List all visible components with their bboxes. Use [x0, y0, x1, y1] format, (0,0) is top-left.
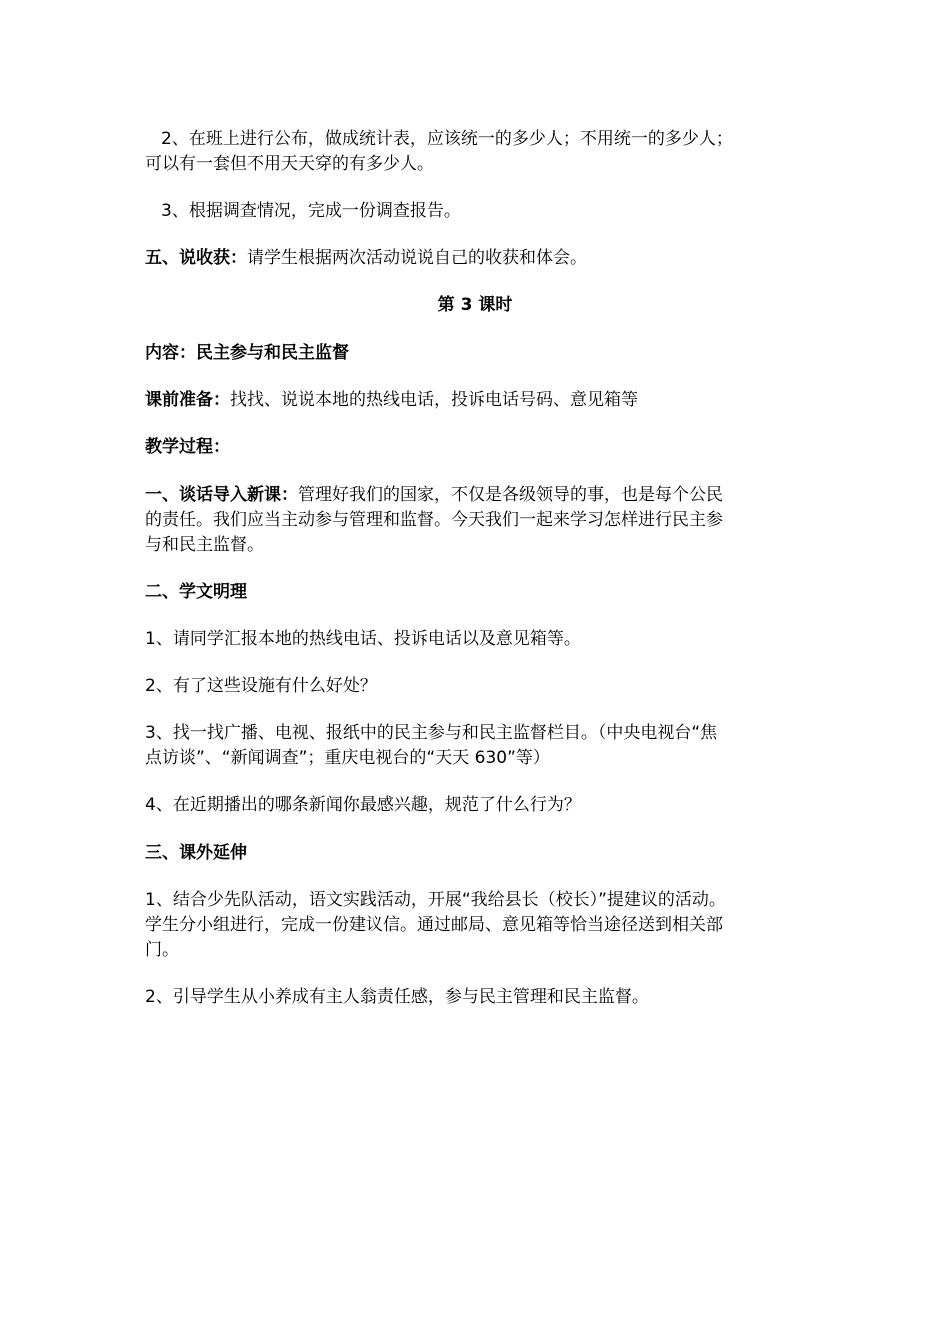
paragraph-harvest	[145, 246, 810, 271]
paragraph-preparation	[145, 388, 810, 413]
list-item	[145, 793, 810, 818]
introduction-line1: 管理好我们的国家，不仅是各级领导的事，也是每个公民	[298, 485, 723, 505]
preparation-text: 找找、说说本地的热线电话，投诉电话号码、意见箱等	[230, 390, 638, 410]
paragraph-survey-publish	[145, 127, 811, 152]
preparation-label: 课前准备：	[145, 390, 230, 410]
learn-item-3-line1: 3、找一找广播、电视、报纸中的民主参与和民主监督栏目。（中央电视台“焦	[145, 723, 718, 743]
extension-item-1-line3: 门。	[145, 940, 179, 960]
list-item	[145, 674, 810, 699]
survey-publish-line2: 可以有一套但不用天天穿的有多少人。	[145, 154, 434, 174]
extension-item-1-line2: 学生分小组进行，完成一份建议信。通过邮局、意见箱等恰当途径送到相关部	[145, 915, 723, 935]
extension-item-1-line1: 1、结合少先队活动，语文实践活动，开展“我给县长（校长）”提建议的活动。	[145, 890, 726, 910]
harvest-label: 五、说收获：	[145, 248, 247, 268]
lesson-title: 第 3 课时	[437, 295, 513, 315]
section-learn-heading: 二、学文明理	[145, 582, 247, 602]
learn-item-3-line2: 点访谈”、“新闻调查”；重庆电视台的“天天 630”等）	[145, 748, 550, 768]
list-item	[145, 721, 810, 771]
learn-item-4: 4、在近期播出的哪条新闻你最感兴趣，规范了什么行为？	[145, 795, 581, 815]
list-item	[145, 888, 835, 963]
introduction-line3: 与和民主监督。	[145, 535, 264, 555]
introduction-line2: 的责任。我们应当主动参与管理和监督。今天我们一起来学习怎样进行民主参	[145, 510, 723, 530]
paragraph-survey-publish-cont	[145, 152, 810, 177]
extension-item-2: 2、引导学生从小养成有主人翁责任感，参与民主管理和民主监督。	[145, 987, 649, 1007]
learn-item-1: 1、请同学汇报本地的热线电话、投诉电话以及意见箱等。	[145, 629, 581, 649]
teaching-process-heading: 教学过程：	[145, 437, 230, 457]
harvest-text: 请学生根据两次活动说说自己的收获和体会。	[247, 248, 587, 268]
survey-publish-line1: 2、在班上进行公布，做成统计表，应该统一的多少人；不用统一的多少人；	[161, 129, 733, 149]
list-item	[145, 985, 810, 1010]
list-item	[145, 627, 810, 652]
paragraph-survey-report	[145, 199, 811, 224]
learn-item-2: 2、有了这些设施有什么好处？	[145, 676, 377, 696]
paragraph-introduction	[145, 483, 810, 558]
survey-report-text: 3、根据调查情况，完成一份调查报告。	[161, 201, 461, 221]
section-extension-heading: 三、课外延伸	[145, 843, 247, 863]
introduction-label: 一、谈话导入新课：	[145, 485, 298, 505]
content-heading: 内容：民主参与和民主监督	[145, 343, 349, 363]
